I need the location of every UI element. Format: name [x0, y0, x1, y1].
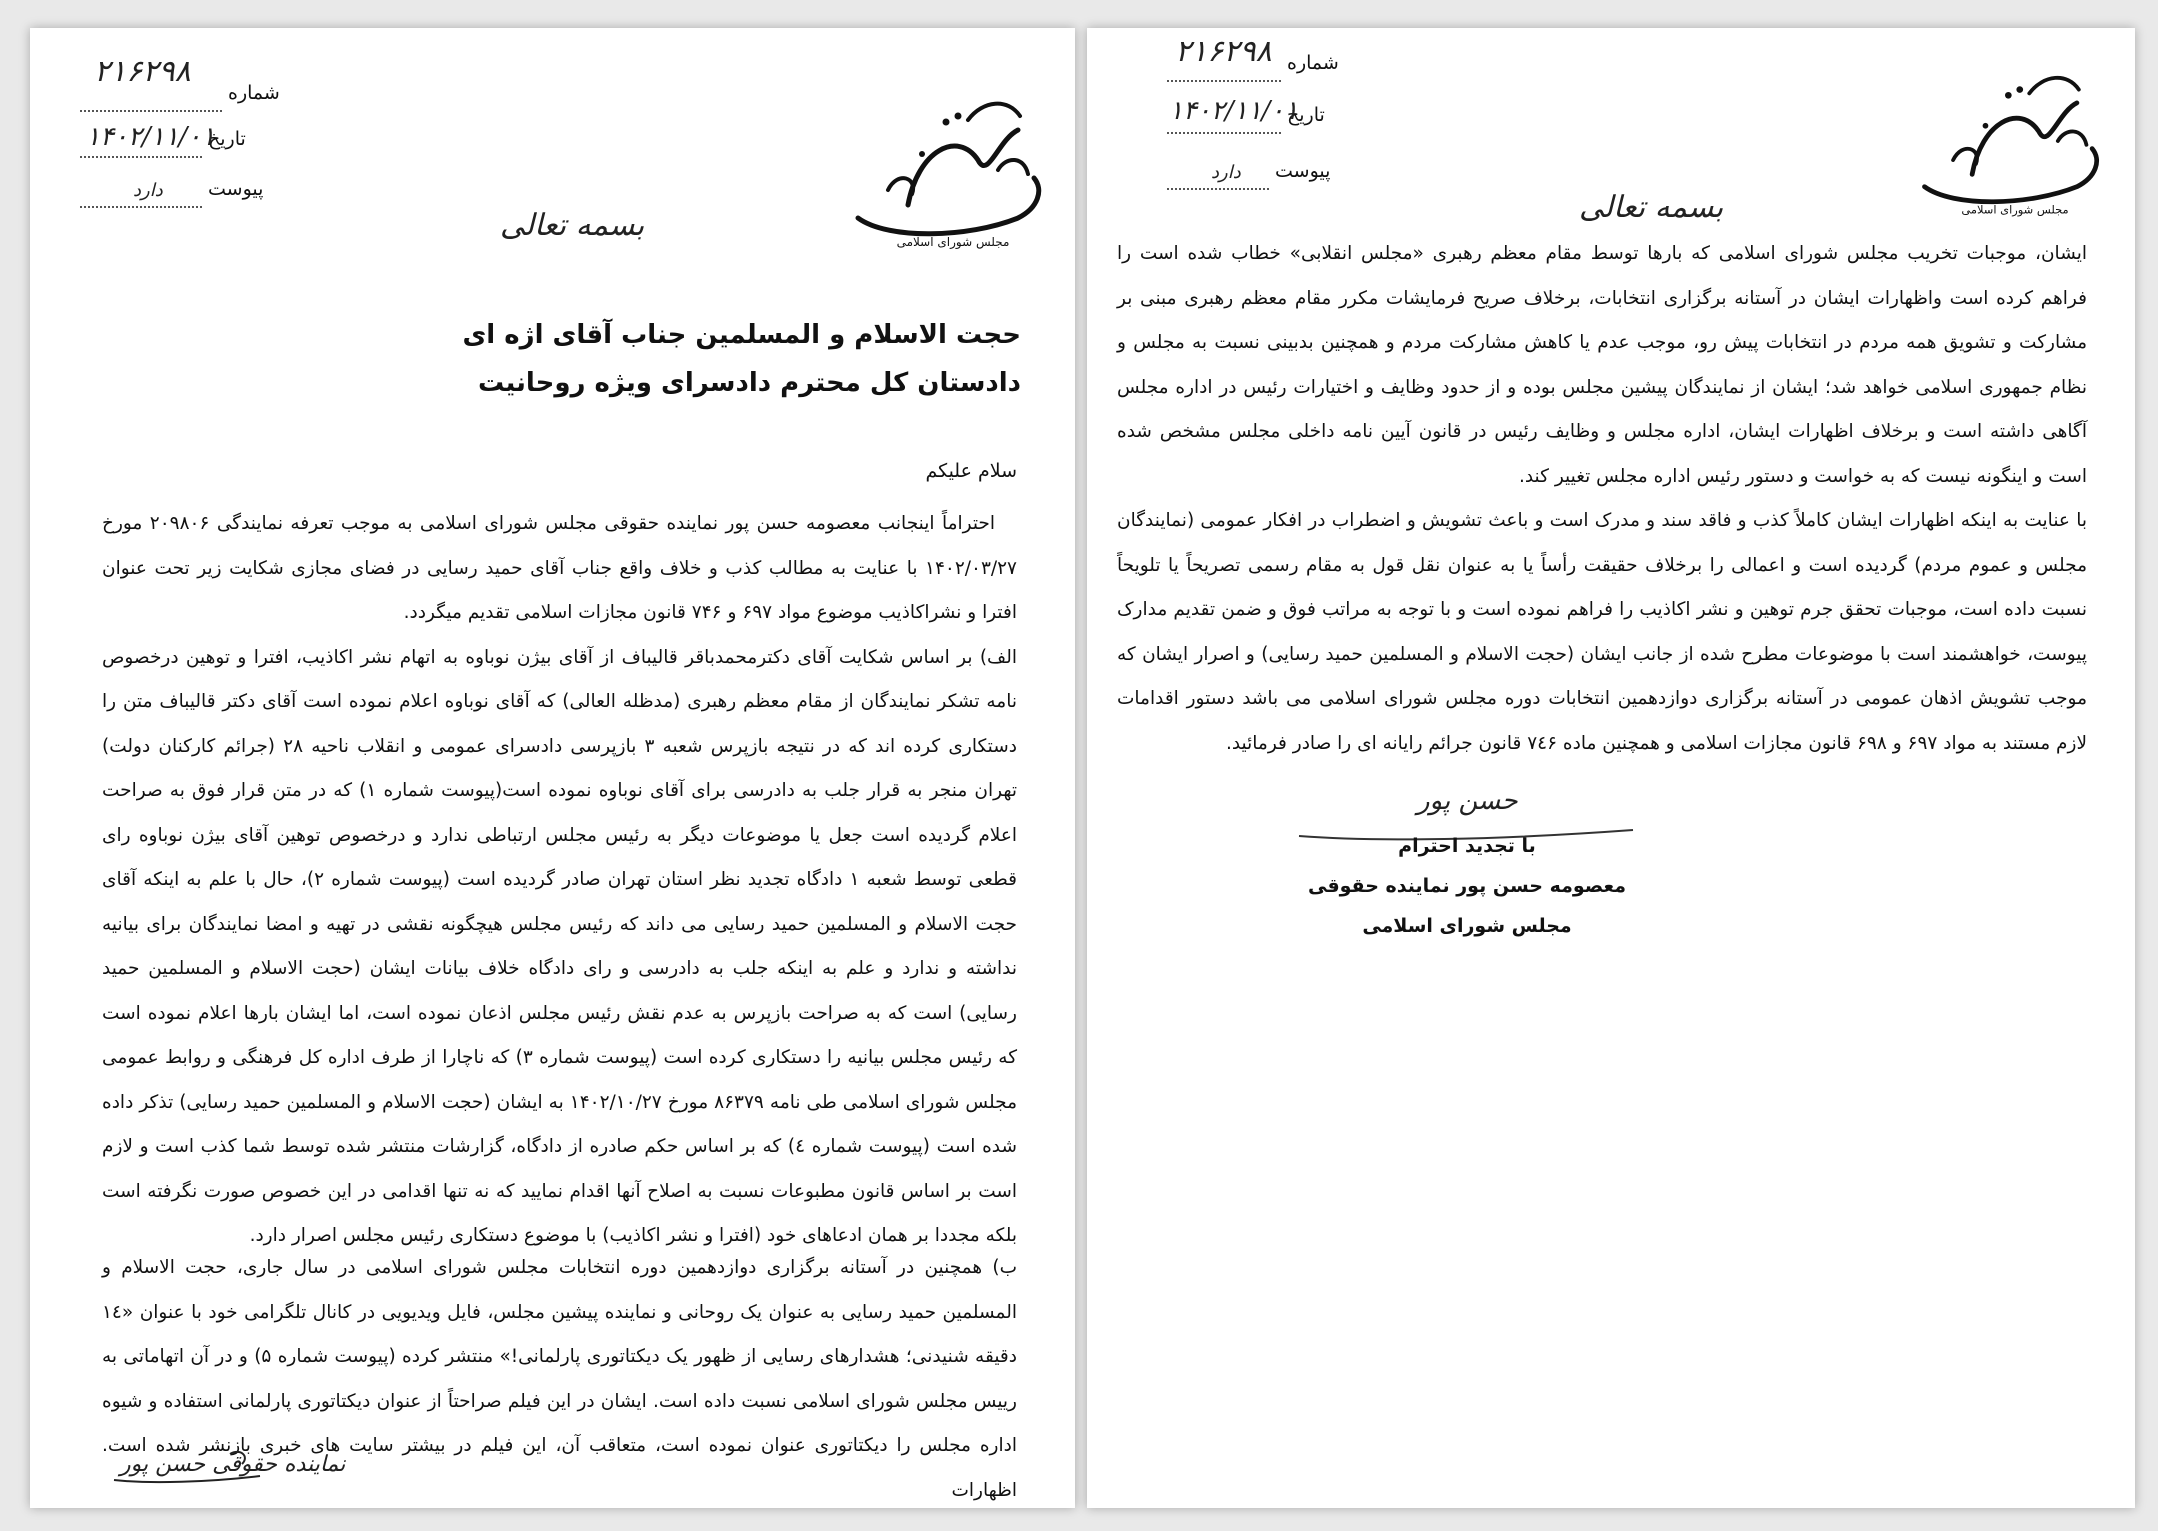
number-dots	[80, 110, 222, 112]
date-value: ۱۴۰۲/۱۱/۰۱	[1169, 96, 1299, 126]
paragraph-alef: الف) بر اساس شکایت آقای دکترمحمدباقر قالیباف از آقای بیژن نوباوه به اتهام نشر اکاذیب، افترا و توهین درخصوص نامه تشکر نمایندگان از مقام معظم رهبری (مدظله العالی) که آقای نوباوه اعلام نموده است آقای دکتر قالیباف متن را دستکاری کرده اند که در نتیجه بازپرس شعبه ۳ بازپرسی دادسرای عمومی و انقلاب ناحیه ۲۸ (جرائم کارکنان دولت) تهران منجر به قرار جلب به دادرسی برای آقای نوباوه نموده است(پیوست شماره ۱) که در متن قرار فوق به صراحت اعلام گردیده است جعل یا موضوعات دیگر به رئیس مجلس ارتباطی ندارد و درخصوص توهین آقای بیژن نوباوه رای قطعی توسط شعبه ۱ دادگاه تجدید نظر استان تهران صادر گردیده است (پیوست شماره ۲)، حال با علم به اینکه آقای حجت الاسلام و المسلمین حمید رسایی می داند که رئیس مجلس هیچگونه نقشی در تهیه و امضا نمایندگان برای بیانیه نداشته و ندارد و علم به اینکه جلب به دادرسی و رای دادگاه خلاف بیانات ایشان (حجت الاسلام و المسلمین حمید رسایی) است که به صراحت بازپرس به عدم نقش رئیس مجلس اذعان نموده است، اما ایشان بارها اعلام نموده است که رئیس مجلس بیانیه را دستکاری کرده است (پیوست شماره ۳) که ناچارا از طرف اداره کل فرهنگی و روابط عمومی مجلس شورای اسلامی طی نامه ۸۶۳۷۹ مورخ ۱۴۰۲/۱۰/۲۷ به ایشان (حجت الاسلام و المسلمین حمید رسایی) تذکر داده شده است (پیوست شماره ٤) که بر اساس حکم صادره از دادگاه، گزارشات منتشر شده توسط شما کذب است و لازم است بر اساس قانون مطبوعات نسبت به اصلاح آنها اقدام نمایید که نه تنها اقدامی در این خصوص صورت نگرفته است بلکه مجددا بر همان ادعاهای خود (افترا و نشر اکاذیب) با موضوع دستکاری رئیس مجلس اصرار دارد.	[102, 646, 1018, 1246]
date-dots	[1167, 132, 1281, 134]
date-value: ۱۴۰۲/۱۱/۰۱	[86, 122, 216, 152]
footer-signature-stroke-icon	[110, 1446, 270, 1486]
date-label: تاریخ	[208, 128, 246, 150]
paragraph-2: با عنایت به اینکه اظهارات ایشان کاملاً کذب و فاقد سند و مدرک است و باعث تشویش و اضطراب در افکار عمومی (نمایندگان مجلس و عموم مردم) گردیده است و اعمالی را برخلاف حقیقت رأساً یا به عنوان نقل قول به مقام رسمی تصریحاً یا تلویحاً نسبت داده است، موجبات تحقق جرم توهین و نشر اکاذیب را فراهم نموده است و با توجه به مراتب فوق و ضمن تقدیم مدارک پیوست، خواهشمند است با موضوعات مطرح شده از جانب ایشان (حجت الاسلام و المسلمین حمید رسایی) و اصرار ایشان که موجب تشویش اذهان عمومی در آستانه برگزاری دوازدهمین انتخابات دوره مجلس شورای اسلامی می باشد دستور اقدامات لازم مستند به مواد ۶۹۷ و ۶۹۸ قانون مجازات اسلامی و همچنین ماده ۷٤۶ قانون جرائم رایانه ای را صادر فرمائید.	[1117, 510, 2087, 754]
signature-name: معصومه حسن پور نماینده حقوقی	[1307, 875, 1626, 897]
number-dots	[1167, 80, 1281, 82]
attachment-dots	[1167, 188, 1269, 190]
number-label: شماره	[1287, 52, 1339, 74]
handwritten-signature-text: حسن پور	[1417, 786, 1518, 816]
letter-page-2	[1087, 28, 2135, 1508]
footer-signature: نماینده حقوقی حسن پور	[120, 1452, 346, 1477]
signature-org: مجلس شورای اسلامی	[1362, 915, 1572, 937]
letter-body-right	[1117, 232, 2087, 766]
besmeh-tali: بسمه تعالی	[500, 208, 645, 243]
majlis-logo-icon	[848, 90, 1058, 250]
date-dots	[80, 156, 202, 158]
majlis-logo-icon	[1915, 62, 2115, 220]
paragraph-be: ب) همچنین در آستانه برگزاری دوازدهمین دوره انتخابات مجلس شورای اسلامی در سال جاری، حجت الاسلام و المسلمین حمید رسایی به عنوان یک روحانی و نماینده پیشین مجلس، فایل ویدیویی در کانال تلگرامی خود با عنوان «۱٤ دقیقه شنیدنی؛ هشدارهای رسایی از ظهور یک دیکتاتوری پارلمانی!» منتشر کرده (پیوست شماره ۵) و در آن اتهاماتی به رییس مجلس شورای اسلامی نسبت داده است. ایشان در این فیلم صراحتاً از عنوان دیکتاتوری پارلمانی استفاده و شیوه اداره مجلس را دیکتاتوری عنوان نموده است، متعاقب آن، این فیلم در بیشتر سایت های خبری بازنشر شده است. اظهارات	[102, 1257, 1018, 1501]
signature-block	[1287, 826, 1647, 946]
signature-closing: با تجدید احترام	[1398, 835, 1536, 857]
logo-text: مجلس شورای اسلامی	[896, 235, 1010, 249]
greeting: سلام علیکم	[925, 460, 1017, 482]
attachment-label: پیوست	[1275, 160, 1331, 182]
letter-page-1	[30, 28, 1075, 1508]
paragraph-intro: احتراماً اینجانب معصومه حسن پور نماینده حقوقی مجلس شورای اسلامی به موجب تعرفه نمایندگی ۲۰۹۸۰۶ مورخ ۱۴۰۲/۰۳/۲۷ با عنایت به مطالب کذب و خلاف واقع جناب آقای حمید رسایی در فضای مجازی شکایت زیر تحت عنوان افترا و نشراکاذیب موضوع مواد ۶۹۷ و ۷۴۶ قانون مجازات اسلامی تقدیم میگردد.	[102, 513, 1017, 623]
paragraph-1: ایشان، موجبات تخریب مجلس شورای اسلامی که بارها توسط مقام معظم رهبری «مجلس انقلابی» خطاب شده است را فراهم کرده است واظهارات ایشان در آستانه برگزاری انتخابات، برخلاف صریح فرمایشات مکرر مقام معظم رهبری مبنی بر مشارکت و تشویق همه مردم در انتخابات پیش رو، موجب عدم یا کاهش مشارکت مردم و همچنین بدبینی نسبت به مجلس و نظام جمهوری اسلامی خواهد شد؛ ایشان از نمایندگان پیشین مجلس بوده و از حدود وظایف و اختیارات رئیس در اداره مجلس آگاهی داشته است و برخلاف اظهارات ایشان، اداره مجلس و وظایف رئیس در قانون آیین نامه داخلی مجلس مشخص شده است و اینگونه نیست که به خواست و دستور رئیس اداره مجلس تغییر کند.	[1117, 243, 2087, 487]
attachment-dots	[80, 206, 202, 208]
attachment-value: دارد	[133, 180, 163, 201]
recipient-line-2: دادستان کل محترم دادسرای ویژه روحانیت	[477, 368, 1021, 398]
attachment-value: دارد	[1211, 162, 1241, 183]
logo-text: مجلس شورای اسلامی	[1961, 202, 2069, 217]
number-label: شماره	[228, 82, 280, 104]
recipient-line-1: حجت الاسلام و المسلمین جناب آقای اژه ای	[462, 320, 1021, 350]
number-value: ۲۱۶۲۹۸	[94, 54, 191, 89]
date-label: تاریخ	[1287, 104, 1325, 126]
letter-body-left	[102, 502, 1017, 1259]
number-value: ۲۱۶۲۹۸	[1175, 34, 1272, 69]
attachment-label: پیوست	[208, 178, 264, 200]
besmeh-tali: بسمه تعالی	[1579, 190, 1724, 225]
